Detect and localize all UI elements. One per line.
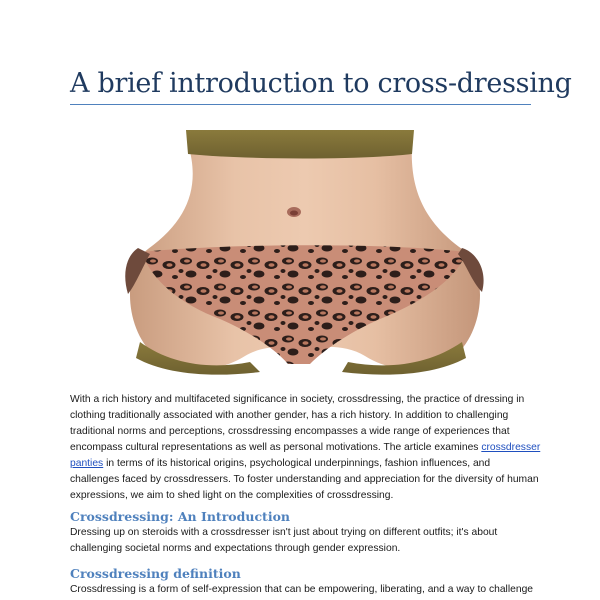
section-paragraph-definition: Crossdressing is a form of self-expression that can be empowering, liberating, and a way to challenge	[70, 584, 534, 595]
intro-text-before-link: With a rich history and multifaceted significance in society, crossdressing, the practice of dressing in clothing traditionally associated with another gender, has a rich history. In addition to challenging traditional norms and perceptions, crossdressing encompasses a wide range of experiences that encompass cultural representations as well as personal motivations. The article examines	[70, 394, 525, 453]
intro-text-after-link: in terms of its historical origins, psychological underpinnings, fashion influences, and challenges faced by crossdressers. To foster understanding and appreciation for the diversity of human expressions, we aim to shed light on the complexities of crossdressing.	[70, 458, 539, 501]
section-heading-definition: Crossdressing definition	[70, 566, 241, 581]
crossdresser-panties-link[interactable]: crossdresser panties	[70, 442, 541, 469]
product-photo	[110, 124, 500, 378]
intro-paragraph	[70, 392, 542, 504]
title-underline-rule	[70, 104, 531, 105]
section-paragraph-introduction: Dressing up on steroids with a crossdresser isn't just about trying on different outfits; it's about challenging societal norms and expectations through gender expression.	[70, 527, 498, 554]
section-heading-introduction: Crossdressing: An Introduction	[70, 509, 291, 524]
product-photo-icon	[110, 124, 500, 378]
document-title: A brief introduction to cross-dressing	[70, 68, 572, 99]
